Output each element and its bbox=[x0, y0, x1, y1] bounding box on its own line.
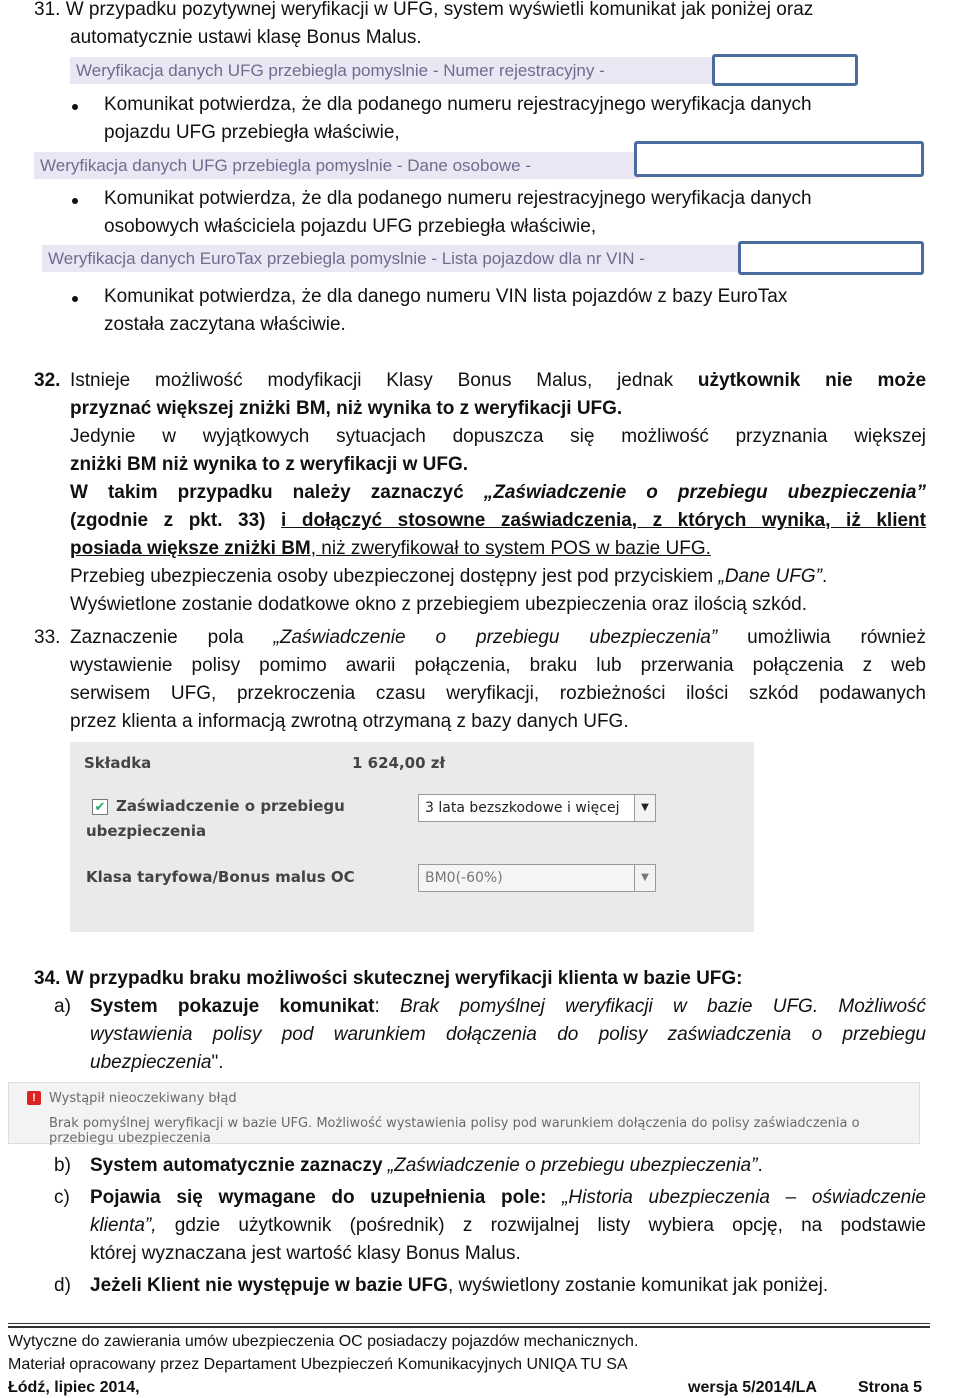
section-32-line9: Wyświetlone zostanie dodatkowe okno z przebiegiem ubezpieczenia oraz ilością szkód. bbox=[70, 594, 808, 615]
section-33-number: 33. bbox=[34, 627, 61, 648]
error-message-box bbox=[8, 1082, 920, 1144]
item-d-line1: Jeżeli Klient nie występuje w bazie UFG, wyświetlony zostanie komunikat jak poniżej. bbox=[90, 1275, 829, 1296]
certificate-checkbox-label: Zaświadczenie o przebiegu bbox=[116, 797, 345, 815]
section-32-line4: zniżki BM niż wynika to z weryfikacji w UFG. bbox=[70, 454, 469, 475]
item-a-line3: ubezpieczenia". bbox=[90, 1052, 224, 1073]
footer-rule bbox=[8, 1326, 930, 1328]
section-33-line1: Zaznaczenie pola „Zaświadczenie o przebiegu ubezpieczenia” umożliwia również bbox=[70, 627, 926, 648]
bullet2-line1: Komunikat potwierdza, że dla podanego numeru rejestracyjnego weryfikacja danych bbox=[104, 188, 812, 209]
footer-place: Łódź, lipiec 2014, bbox=[8, 1379, 140, 1396]
footer-rule bbox=[8, 1323, 930, 1324]
item-c-label: c) bbox=[54, 1187, 70, 1208]
section-33-line3: serwisem UFG, przekroczenia czasu weryfikacji, rozbieżności ilości szkód podawanych bbox=[70, 683, 926, 704]
verification-strip-registration: Weryfikacja danych UFG przebiegla pomyslnie - Numer rejestracyjny - bbox=[70, 57, 716, 84]
bullet-dot bbox=[72, 296, 78, 302]
verification-strip-personal: Weryfikacja danych UFG przebiegla pomyslnie - Dane osobowe - bbox=[34, 152, 640, 179]
bullet1-line2: pojazdu UFG przebiegła właściwie, bbox=[104, 122, 400, 143]
item-a-line1: System pokazuje komunikat: Brak pomyślnej weryfikacji w bazie UFG. Możliwość bbox=[90, 996, 927, 1017]
footer-version: wersja 5/2014/LA bbox=[688, 1379, 817, 1396]
skladka-value: 1 624,00 zł bbox=[352, 754, 446, 772]
error-title: Wystąpił nieoczekiwany błąd bbox=[49, 1091, 237, 1106]
section-33-line4: przez klienta a informacją zwrotną otrzymaną z bazy danych UFG. bbox=[70, 711, 629, 732]
item-a-line2: wystawienia polisy pod warunkiem dołączenia do polisy zaświadczenia o przebiegu bbox=[90, 1024, 926, 1045]
footer-line1: Wytyczne do zawierania umów ubezpieczenia OC posiadaczy pojazdów mechanicznych. bbox=[8, 1333, 639, 1350]
klasa-label: Klasa taryfowa/Bonus malus OC bbox=[86, 868, 355, 886]
item-b-line1: System automatycznie zaznaczy „Zaświadczenie o przebiegu ubezpieczenia”. bbox=[90, 1155, 763, 1176]
item-c-line2: klienta”, gdzie użytkownik (pośrednik) z rozwijalnej listy wybiera opcję, na podstawie bbox=[90, 1215, 926, 1236]
bullet3-line1: Komunikat potwierdza, że dla danego numeru VIN lista pojazdów z bazy EuroTax bbox=[104, 286, 788, 307]
item-c-line1: Pojawia się wymagane do uzupełnienia pole: „Historia ubezpieczenia – oświadczenie bbox=[90, 1187, 926, 1208]
redacted-box bbox=[634, 141, 924, 177]
redacted-box bbox=[738, 241, 924, 275]
item-a-label: a) bbox=[54, 996, 71, 1017]
section-32-line2: przyznać większej zniżki BM, niż wynika to z weryfikacji UFG. bbox=[70, 398, 623, 419]
section-31-line2: automatycznie ustawi klasę Bonus Malus. bbox=[70, 27, 422, 48]
item-d-label: d) bbox=[54, 1275, 71, 1296]
section-34-head: 34. W przypadku braku możliwości skutecznej weryfikacji klienta w bazie UFG: bbox=[34, 968, 743, 989]
redacted-box bbox=[712, 54, 858, 86]
skladka-label: Składka bbox=[84, 754, 152, 772]
verification-strip-eurotax: Weryfikacja danych EuroTax przebiegla pomyslnie - Lista pojazdow dla nr VIN - bbox=[42, 245, 742, 272]
chevron-down-icon[interactable]: ▼ bbox=[634, 865, 655, 891]
error-message: Brak pomyślnej weryfikacji w bazie UFG. Możliwość wystawienia polisy pod warunkiem dołączenia do polisy zaświadczenia o przebiegu ubezpieczenia bbox=[49, 1116, 860, 1146]
section-32-line7: posiada większe zniżki BM, niż zweryfikował to system POS w bazie UFG. bbox=[70, 538, 711, 559]
section-32-line1: Istnieje możliwość modyfikacji Klasy Bonus Malus, jednak użytkownik nie może bbox=[70, 370, 927, 391]
certificate-checkbox[interactable]: ✔ bbox=[92, 799, 108, 815]
error-icon: ! bbox=[27, 1091, 41, 1105]
footer-page: Strona 5 bbox=[858, 1379, 923, 1396]
premium-panel bbox=[70, 742, 754, 932]
bullet1-line1: Komunikat potwierdza, że dla podanego numeru rejestracyjnego weryfikacja danych bbox=[104, 94, 812, 115]
bullet-dot bbox=[72, 104, 78, 110]
item-b-label: b) bbox=[54, 1155, 71, 1176]
history-select[interactable]: 3 lata bezszkodowe i więcej ▼ bbox=[418, 794, 656, 822]
section-32-number: 32. bbox=[34, 370, 61, 391]
bullet2-line2: osobowych właściciela pojazdu UFG przebiegła właściwie, bbox=[104, 216, 597, 237]
section-31-line1: 31. W przypadku pozytywnej weryfikacji w UFG, system wyświetli komunikat jak poniżej oraz bbox=[34, 0, 814, 20]
bullet3-line2: została zaczytana właściwie. bbox=[104, 314, 346, 335]
item-c-line3: której wyznaczana jest wartość klasy Bonus Malus. bbox=[90, 1243, 521, 1264]
section-32-line5: W takim przypadku należy zaznaczyć „Zaświadczenie o przebiegu ubezpieczenia” bbox=[70, 482, 926, 503]
bullet-dot bbox=[72, 198, 78, 204]
section-32-line8: Przebieg ubezpieczenia osoby ubezpieczonej dostępny jest pod przyciskiem „Dane UFG”. bbox=[70, 566, 828, 587]
section-33-line2: wystawienie polisy pomimo awarii połączenia, braku lub przerwania połączenia z web bbox=[70, 655, 926, 676]
section-32-line6: (zgodnie z pkt. 33) i dołączyć stosowne zaświadczenia, z których wynika, iż klient bbox=[70, 510, 926, 531]
klasa-select[interactable]: BM0(-60%) ▼ bbox=[418, 864, 656, 892]
chevron-down-icon[interactable]: ▼ bbox=[634, 795, 655, 821]
certificate-checkbox-label-2: ubezpieczenia bbox=[86, 822, 207, 840]
footer-line2: Materiał opracowany przez Departament Ubezpieczeń Komunikacyjnych UNIQA TU SA bbox=[8, 1356, 628, 1373]
section-32-line3: Jedynie w wyjątkowych sytuacjach dopuszcza się możliwość przyznania większej bbox=[70, 426, 926, 447]
